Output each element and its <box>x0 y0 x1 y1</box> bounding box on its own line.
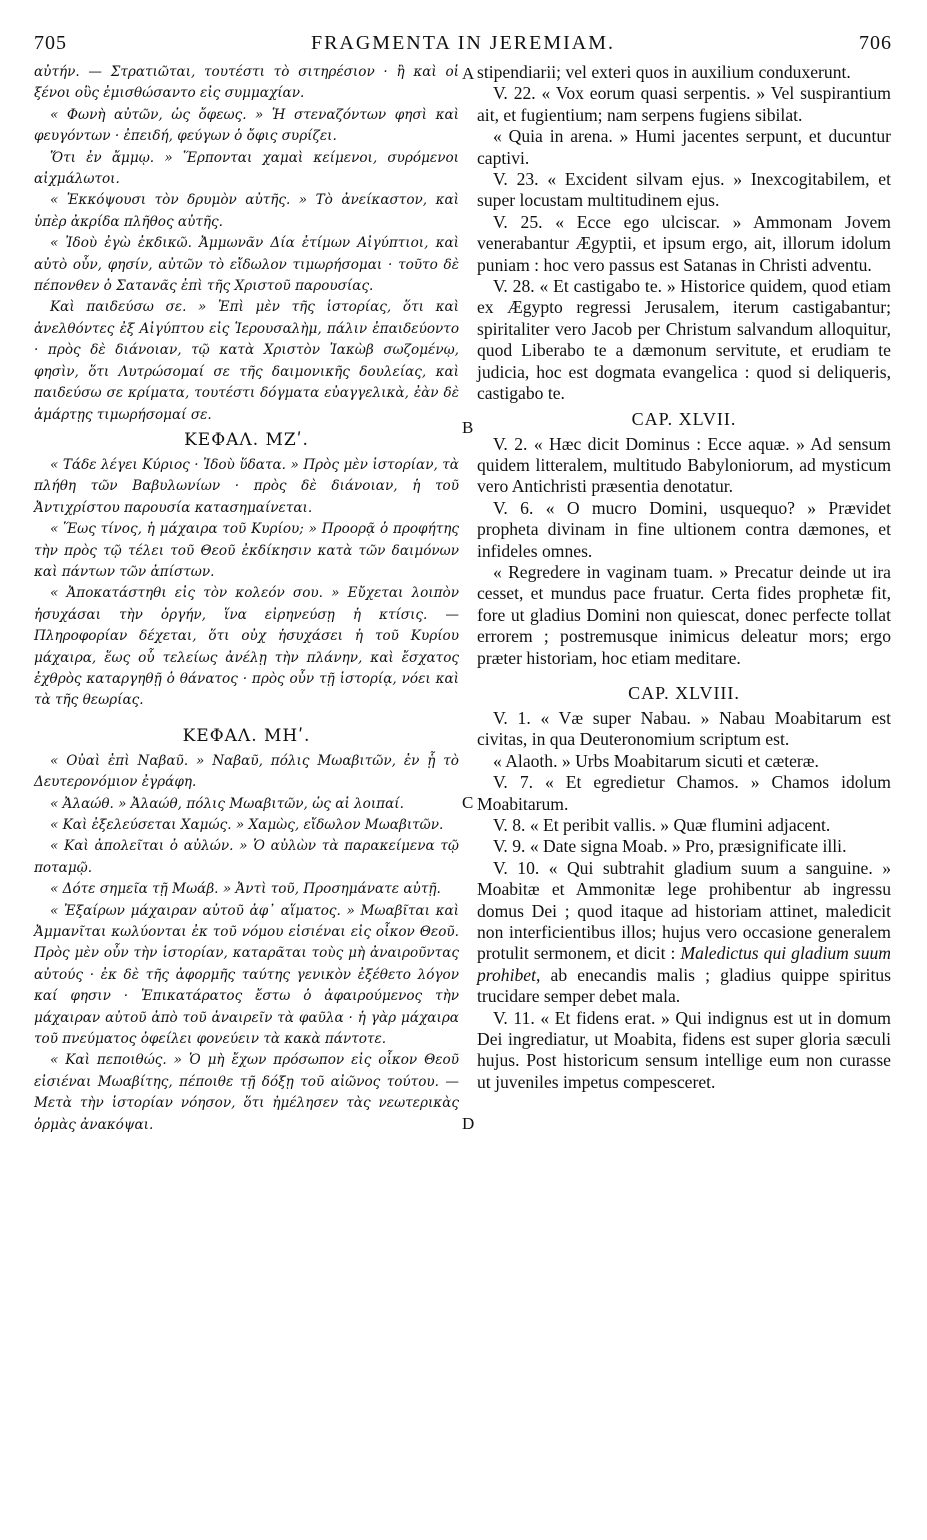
greek-paragraph: Καὶ παιδεύσω σε. » Ἐπὶ μὲν τῆς ἱστορίας, ὅτι καὶ ἀνελθόντες ἐξ Αἰγύπτου εἰς Ἱερουσαλὴμ, πάλιν ἐπαιδεύοντο · πρὸς δὲ διάνοιαν, τῷ κατὰ Χριστὸν Ἰακὼβ σωζομένῳ, φησὶν, ὅτι Λυτρώσομαί σε τῆς δαιμονικῆς δουλείας, καὶ παιδεύσω σε κρίματα, τουτέστι δόγματα εὐαγγελικὰ, ἐὰν δὲ ἁμάρτῃς τιμωρήσομαί σε. <box>34 299 459 423</box>
greek-paragraph: « Ἐκκόψουσι τὸν δρυμὸν αὐτῆς. » Τὸ ἀνείκαστον, καὶ ὑπὲρ ἀκρίδα πλῆθος αὐτῆς. <box>34 192 459 230</box>
greek-paragraph: « Ἀλαώθ. » Ἀλαώθ, πόλις Μωαβιτῶν, ὡς αἱ λοιπαί. <box>50 795 404 812</box>
greek-paragraph: « Τάδε λέγει Κύριος · Ἰδοὺ ὕδατα. » Πρὸς μὲν ἱστορίαν, τὰ πλήθη τῶν Βαβυλωνίων · πρὸς δὲ διάνοιαν, ἡ τοῦ Ἀντιχρίστου παρουσία κατασημαίνεται. <box>34 456 459 516</box>
greek-paragraph: « Καὶ ἀπολεῖται ὁ αὐλών. » Ὁ αὐλὼν τὰ παρακείμενα τῷ ποταμῷ. <box>34 838 459 876</box>
latin-paragraph <box>477 858 891 1008</box>
latin-italic-quote: Maledictus qui gladium suum prohibet, <box>477 943 892 985</box>
greek-paragraph: « Καὶ ἐξελεύσεται Χαμώς. » Χαμὼς, εἴδωλον Μωαβιτῶν. <box>50 817 444 833</box>
greek-chapter-heading: ΚΕΦΑΛ. ΜΗʹ. <box>182 725 311 746</box>
greek-paragraph: Ὅτι ἐν ἄμμῳ. » Ἕρπονται χαμαὶ κείμενοι, συρόμενοι αἰχμάλωτοι. <box>34 149 459 188</box>
latin-paragraph: V. 1. « Væ super Nabau. » Nabau Moabitarum est civitas, in qua Deuteronomium scriptum est. <box>477 707 891 750</box>
greek-chapter-heading: ΚΕΦΑΛ. ΜΖʹ. <box>184 429 309 450</box>
section-marker-a: A <box>462 64 475 83</box>
latin-text: ab enecandis malis ; gladius quippe spiritus trucidare semper debet mala. <box>477 964 891 1007</box>
latin-paragraph: « Regredere in vaginam tuam. » Precatur deinde ut ira cesset, et mundus pace fruatur. Certa fides prophetæ fit, fore ut gladius Domini non quiescat, donec perfecte tollat errorem ; postremusque inimicus deleatur mors; ergo præter historiam, hoc etiam meditare. <box>477 561 891 668</box>
latin-paragraph: « Alaoth. » Urbs Moabitarum sicuti et cæteræ. <box>493 750 819 771</box>
section-marker-c: C <box>462 793 474 812</box>
latin-paragraph: V. 6. « O mucro Domini, usquequo? » Prævidet propheta divinam in fine ultionem contra dæmones, et infideles omnes. <box>477 497 891 561</box>
latin-paragraph: V. 25. « Ecce ego ulciscar. » Ammonam Jovem venerabantur Ægyptii, et ipsum ergo, ait, illorum idolum puniam : hoc vero passus est Satanas in Christi adventu. <box>477 211 891 275</box>
page-number-left: 705 <box>34 32 67 54</box>
section-marker-b: B <box>462 418 474 437</box>
greek-paragraph: « Καὶ πεποιθώς. » Ὁ μὴ ἔχων πρόσωπον εἰς οἶκον Θεοῦ εἰσιέναι Μωαβίτης, πέποιθε τῇ δόξῃ τοῦ αἰῶνος τούτου. — Μετὰ τὴν ἱστορίαν νόησον, ὅτι ἠμέλησεν τὰς νεωτερικὰς ὁρμὰς ἀνακόψαι. <box>34 1052 459 1133</box>
latin-column <box>477 62 891 1093</box>
greek-paragraph: « Ἰδοὺ ἐγὼ ἐκδικῶ. Ἀμμωνᾶν Δία ἐτίμων Αἰγύπτιοι, καὶ αὐτὸ οὖν, φησίν, αὐτῶν τὸ εἴδωλον τιμωρήσομαι · τοῦτο δὲ πέπονθεν ὁ Σατανᾶς ἐπὶ τῆς Χριστοῦ παρουσίας. <box>34 235 459 295</box>
greek-paragraph: « Οὐαὶ ἐπὶ Ναβαῦ. » Ναβαῦ, πόλις Μωαβιτῶν, ἐν ᾗ τὸ Δευτερονόμιον ἐγράφη. <box>34 752 459 791</box>
latin-paragraph: « Quia in arena. » Humi jacentes serpunt, et ducuntur captivi. <box>477 126 891 168</box>
greek-paragraph: « Ἀποκατάστηθι εἰς τὸν κολεόν σου. » Εὔχεται λοιπὸν ἡσυχάσαι τὴν ὀργήν, ἵνα εἰρηνεύσῃ ἡ κτίσις. — Πληροφορίαν δέχεται, ὅτι οὐχ ἡσυχάσει ἡ τοῦ Κυρίου μάχαιρα, ἕως οὗ τελείως ἀνέλῃ τὴν πλάνην, καὶ ἔσχατος ἐχθρὸς καταργηθῇ ὁ θάνατος · πρὸς οὖν τῇ ἱστορίᾳ, νόει καὶ τὰ τῆς θεωρίας. <box>34 585 459 709</box>
greek-paragraph: αὐτήν. — Στρατιῶται, τουτέστι τὸ σιτηρέσιον · ἢ καὶ οἱ ξένοι οὓς ἐμισθώσαντο εἰς συμμαχίαν. <box>34 64 459 102</box>
page-header <box>34 32 892 62</box>
latin-chapter-heading: CAP. XLVIII. <box>628 682 740 703</box>
latin-paragraph: V. 8. « Et peribit vallis. » Quæ flumini adjacent. <box>493 815 831 835</box>
latin-paragraph: V. 2. « Hæc dicit Dominus : Ecce aquæ. » Ad sensum quidem litteralem, multitudo Babyloniorum, ad mysticum vero Antichristi præsentia denotatur. <box>477 433 891 497</box>
greek-paragraph: « Δότε σημεῖα τῇ Μωάβ. » Ἀντὶ τοῦ, Προσημάνατε αὐτῇ. <box>50 881 441 898</box>
latin-paragraph: V. 7. « Et egredietur Chamos. » Chamos idolum Moabitarum. <box>477 772 891 814</box>
latin-paragraph: V. 11. « Et fidens erat. » Qui indignus est ut in domum Dei ingrediatur, ut Moabita, fidens est super gloria sæculi hujus. Post historicum sensum intellige eum non curasse ut juveniles impetus compesceret. <box>477 1007 891 1092</box>
greek-paragraph: « Ἕως τίνος, ἡ μάχαιρα τοῦ Κυρίου; » Προορᾷ ὁ προφήτης τὴν πρὸς τῷ τέλει τοῦ Θεοῦ ἐκδίκησιν κατὰ τῶν δαιμόνων καὶ πάντων τῶν ἀπίστων. <box>34 521 459 580</box>
section-marker-d: D <box>462 1114 475 1133</box>
latin-paragraph: V. 28. « Et castigabo te. » Historice quidem, quod etiam ex Ægypto regressi Jerusalem, iterum castigabantur; spiritaliter vero Jacob per Christum salvandum alloquitur, quod Liberabo te a dæmonum servitute, et erudiam te judicia, hoc est dogmata evangelica : quod si deliqueris, castigabo te. <box>477 276 891 404</box>
greek-column <box>34 62 459 1136</box>
page-number-right: 706 <box>859 32 892 54</box>
latin-paragraph: stipendiarii; vel exteri quos in auxilium conduxerunt. <box>477 62 851 82</box>
latin-chapter-heading: CAP. XLVII. <box>631 408 737 429</box>
greek-paragraph: « Ἐξαίρων μάχαιραν αὐτοῦ ἀφ᾽ αἵματος. » Μωαβῖται καὶ Ἀμμανῖται κωλύονται ἐκ τοῦ νόμου εἰσιέναι εἰς οἶκον Θεοῦ. Πρὸς μὲν οὖν τὴν ἱστορίαν, καταρᾶται τοὺς μὴ ἀναιροῦντας αὐτούς · ἐκ δὲ τῆς ἀφορμῆς ταύτης γενικὸν ἐξέθετο λόγον καί φησιν · Ἐπικατάρατος ἔστω ὁ ἀφαιρούμενος τὴν μάχαιραν αὐτοῦ ἀπὸ τοῦ ἀναιρεῖν τὰ φαῦλα · ἡ γὰρ μάχαιρα τοῦ πνεύματος ὀφείλει φονεύειν τὰ κακὰ πάντοτε. <box>34 902 459 1048</box>
latin-text: V. 10. « Qui subtrahit gladium suum a sanguine. » Moabitæ et Ammonitæ lege prohibentur ab ingressu domus Dei ; quod itaque ad historiam attinet, maledicit non interficientibus illos; hujus vero occasione generalem protulit sermonem, et dicit : <box>477 857 891 964</box>
running-title: FRAGMENTA IN JEREMIAM. <box>310 32 616 54</box>
latin-paragraph: V. 23. « Excident silvam ejus. » Inexcogitabilem, et super locustam multitudinem ejus. <box>477 169 891 211</box>
latin-paragraph: V. 9. « Date signa Moab. » Pro, præsignificate illi. <box>493 836 847 857</box>
latin-paragraph: V. 22. « Vox eorum quasi serpentis. » Vel suspirantium ait, et fugientium; nam serpens fugiens sibilat. <box>477 83 891 125</box>
greek-paragraph: « Φωνὴ αὐτῶν, ὡς ὄφεως. » Ἡ στεναζόντων φησὶ καὶ φευγόντων · ἐπειδή, φεύγων ὁ ὄφις συρίζει. <box>34 106 459 145</box>
